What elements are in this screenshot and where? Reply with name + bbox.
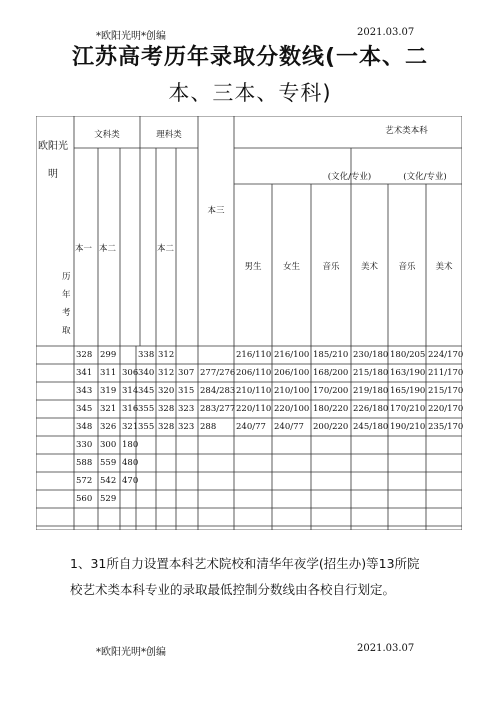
table-cell: 341 xyxy=(76,368,93,378)
table-cell: 210/110 xyxy=(236,386,272,396)
table-cell: 220/170 xyxy=(428,404,464,414)
corner-label-bottom: 历 xyxy=(62,272,71,282)
table-cell: 277/276 xyxy=(200,368,236,378)
table-cell: 163/190 xyxy=(390,368,426,378)
table-cell: 210/100 xyxy=(274,386,310,396)
table-cell: 245/180 xyxy=(353,422,389,432)
table-cell: 180/205 xyxy=(390,350,426,360)
table-cell: 323 xyxy=(178,422,195,432)
header-art-sub1: (文化/专业) xyxy=(327,172,372,182)
table-cell: 206/100 xyxy=(274,368,310,378)
table-cell: 211/170 xyxy=(428,368,464,378)
header-art-sub2: (文化/专业) xyxy=(403,172,447,182)
table-cell: 307 xyxy=(178,368,195,378)
table-cell: 306 xyxy=(122,368,139,378)
table-cell: 542 xyxy=(100,476,117,486)
table-cell: 190/210 xyxy=(390,422,426,432)
table-cell: 215/180 xyxy=(353,368,389,378)
table-cell: 345 xyxy=(76,404,93,414)
corner-label-mid: 明 xyxy=(48,169,58,180)
table-cell: 321 xyxy=(100,404,117,414)
table-cell: 299 xyxy=(100,350,117,360)
score-table xyxy=(36,116,462,530)
header-bener: 本二 xyxy=(99,244,117,254)
table-cell: 560 xyxy=(76,494,93,504)
table-cell: 470 xyxy=(122,476,139,486)
table-cell: 345 xyxy=(138,386,155,396)
table-cell: 226/180 xyxy=(353,404,389,414)
table-cell: 312 xyxy=(158,368,175,378)
table-cell: 170/200 xyxy=(313,386,349,396)
table-cell: 220/110 xyxy=(236,404,272,414)
table-cell: 316 xyxy=(122,404,139,414)
page-title-line1: 江苏高考历年录取分数线(一本、二 xyxy=(71,45,429,70)
header-wenke: 文科类 xyxy=(94,130,120,140)
header-subcol: 音乐 xyxy=(322,262,340,272)
table-cell: 168/200 xyxy=(313,368,349,378)
table-cell: 311 xyxy=(100,368,117,378)
table-cell: 348 xyxy=(76,422,93,432)
footer-author: *欧阳光明*创编 xyxy=(96,647,166,658)
header-subcol: 美术 xyxy=(435,262,453,272)
corner-label-top: 欧阳光 xyxy=(38,141,68,152)
table-cell: 180/220 xyxy=(313,404,349,414)
table-cell: 235/170 xyxy=(428,422,464,432)
table-cell: 323 xyxy=(178,404,195,414)
corner-label-bottom: 考 xyxy=(62,308,71,318)
header-subcol: 美术 xyxy=(360,262,378,272)
header-art: 艺术类本科 xyxy=(385,126,428,136)
table-cell: 326 xyxy=(100,422,117,432)
table-cell: 529 xyxy=(100,494,117,504)
table-cell: 215/170 xyxy=(428,386,464,396)
header-benyi: 本一 xyxy=(75,244,93,254)
table-cell: 559 xyxy=(100,458,117,468)
table-cell: 230/180 xyxy=(353,350,389,360)
header-like: 理科类 xyxy=(156,130,182,140)
table-cell: 312 xyxy=(158,350,175,360)
table-cell: 240/77 xyxy=(274,422,304,432)
table-cell: 338 xyxy=(138,350,155,360)
header-like-bener: 本二 xyxy=(157,244,175,254)
footer-date: 2021.03.07 xyxy=(357,643,415,654)
page-title-line2: 本、三本、专科) xyxy=(168,81,332,105)
table-cell: 355 xyxy=(138,404,155,414)
table-cell: 200/220 xyxy=(313,422,349,432)
table-cell: 480 xyxy=(122,458,139,468)
table-cell: 355 xyxy=(138,422,155,432)
table-cell: 340 xyxy=(138,368,155,378)
table-cell: 288 xyxy=(200,422,217,432)
table-cell: 588 xyxy=(76,458,93,468)
table-cell: 283/277 xyxy=(200,404,236,414)
note-line-2: 校艺术类本科专业的录取最低控制分数线由各校自行划定。 xyxy=(70,582,396,597)
header-subcol: 音乐 xyxy=(398,262,416,272)
table-cell: 343 xyxy=(76,386,93,396)
table-cell: 219/180 xyxy=(353,386,389,396)
table-cell: 319 xyxy=(100,386,117,396)
table-cell: 165/190 xyxy=(390,386,426,396)
table-cell: 216/100 xyxy=(274,350,310,360)
table-cell: 220/100 xyxy=(274,404,310,414)
table-cell: 206/110 xyxy=(236,368,272,378)
table-cell: 320 xyxy=(158,386,175,396)
table-cell: 328 xyxy=(158,404,175,414)
corner-label-bottom: 取 xyxy=(62,326,71,336)
header-subcol: 女生 xyxy=(282,262,300,272)
table-cell: 328 xyxy=(158,422,175,432)
table-cell: 284/283 xyxy=(200,386,236,396)
table-cell: 170/210 xyxy=(390,404,426,414)
table-cell: 314 xyxy=(122,386,139,396)
table-cell: 572 xyxy=(76,476,93,486)
corner-label-bottom: 年 xyxy=(62,290,71,300)
header-subcol: 男生 xyxy=(244,262,262,272)
table-cell: 321 xyxy=(122,422,139,432)
header-date: 2021.03.07 xyxy=(357,27,415,38)
table-cell: 180 xyxy=(122,440,139,450)
note-line-1: 1、31所自力设置本科艺术院校和清华年夜学(招生办)等13所院 xyxy=(70,556,420,571)
table-cell: 224/170 xyxy=(428,350,464,360)
table-cell: 185/210 xyxy=(313,350,349,360)
table-cell: 300 xyxy=(100,440,117,450)
table-cell: 216/110 xyxy=(236,350,272,360)
table-cell: 240/77 xyxy=(236,422,266,432)
table-cell: 330 xyxy=(76,440,93,450)
header-bensan: 本三 xyxy=(207,206,225,216)
table-cell: 315 xyxy=(178,386,195,396)
header-author: *欧阳光明*创编 xyxy=(96,31,166,42)
table-cell: 328 xyxy=(76,350,93,360)
